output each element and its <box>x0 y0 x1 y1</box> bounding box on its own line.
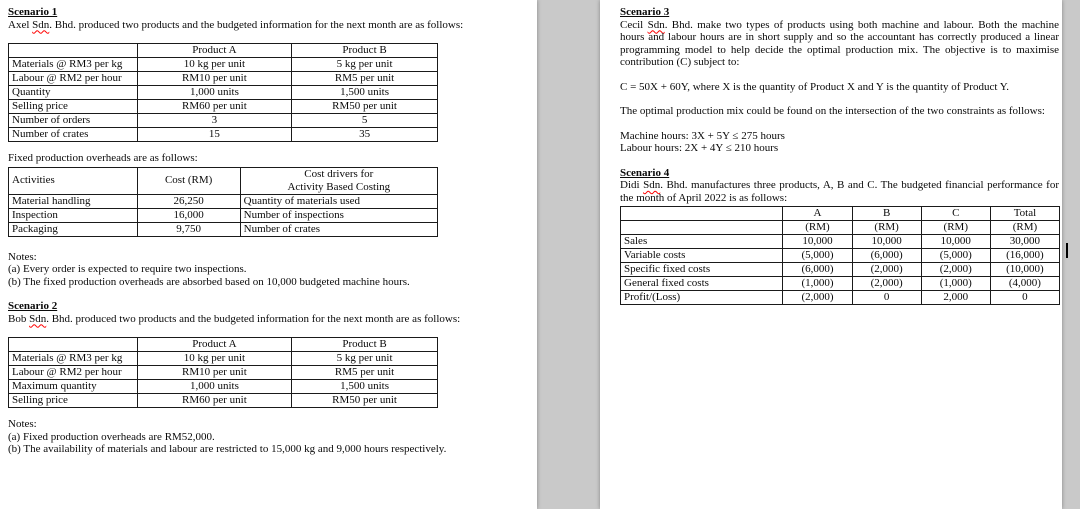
table-cell: (1,000) <box>921 277 990 291</box>
table-cell: Labour @ RM2 per hour <box>9 366 138 380</box>
table-cell: Variable costs <box>621 249 783 263</box>
table-cell: 30,000 <box>990 235 1059 249</box>
table-cell: (2,000) <box>852 277 921 291</box>
page-gap-strip <box>537 0 600 509</box>
table-cell: Labour @ RM2 per hour <box>9 72 138 86</box>
table-cell: Selling price <box>9 100 138 114</box>
table-header-cell <box>9 44 138 58</box>
table-cell: (6,000) <box>783 263 852 277</box>
table-cell: Selling price <box>9 394 138 408</box>
table-cell: 3 <box>137 114 291 128</box>
table-cell: 5 <box>292 114 438 128</box>
table-header-cell: Product B <box>292 44 438 58</box>
table-cell: Quantity <box>9 86 138 100</box>
labour-hours-constraint: Labour hours: 2X + 4Y ≤ 210 hours <box>620 142 779 154</box>
table-cell: 2,000 <box>921 291 990 305</box>
table-cell: RM10 per unit <box>137 366 291 380</box>
table-cell: Number of inspections <box>240 208 437 222</box>
table-header-cell: (RM) <box>990 221 1059 235</box>
table-cell: 1,500 units <box>292 86 438 100</box>
table-cell: RM5 per unit <box>292 366 438 380</box>
table-cell: Profit/(Loss) <box>621 291 783 305</box>
table-header-cell: Product B <box>292 338 438 352</box>
table-cell: (2,000) <box>921 263 990 277</box>
table-cell: General fixed costs <box>621 277 783 291</box>
table-cell: 0 <box>852 291 921 305</box>
table-cell: 10,000 <box>783 235 852 249</box>
table-cell: Materials @ RM3 per kg <box>9 58 138 72</box>
table-row <box>621 235 1060 249</box>
table-header-cell: Cost drivers for Activity Based Costing <box>240 167 437 194</box>
table-row <box>9 394 438 408</box>
spellcheck-word-sdn: Sdn <box>29 312 47 325</box>
objective-function: C = 50X + 60Y, where X is the quantity of Product X and Y is the quantity of Product Y. <box>620 80 1010 93</box>
table-cell: (10,000) <box>990 263 1059 277</box>
table-cell: 5 kg per unit <box>292 58 438 72</box>
table-header-cell: B <box>852 207 921 221</box>
scenario-1-heading: Scenario 1 <box>8 6 58 18</box>
table-row <box>9 100 438 114</box>
table-cell: (4,000) <box>990 277 1059 291</box>
company-name: Didi <box>620 179 644 191</box>
table-cell: 1,500 units <box>292 380 438 394</box>
right-margin-strip <box>1062 0 1080 509</box>
table-row <box>621 277 1060 291</box>
table-cell: RM60 per unit <box>137 100 291 114</box>
scenario-2-note-a: (a) Fixed production overheads are RM52,000. <box>8 430 215 443</box>
table-header-cell <box>621 207 783 221</box>
table-cell: 10,000 <box>921 235 990 249</box>
table-header-cell: Total <box>990 207 1059 221</box>
intro-text: . Bhd. make two types of products using both machine and labour. Both the machine hours and labour hours are in short supply and so the accountant has correctly produced a linear programming model to help decide the optimal production mix. The objective is to maximise contribution (C) subject to: <box>620 18 1059 68</box>
table-row <box>621 291 1060 305</box>
table-cell: (2,000) <box>783 291 852 305</box>
table-header-cell: Cost (RM) <box>137 167 240 194</box>
company-name: Axel <box>8 18 33 31</box>
table-cell: (5,000) <box>921 249 990 263</box>
scenario-1-note-a: (a) Every order is expected to require two inspections. <box>8 263 247 275</box>
scenario-2-intro <box>8 313 487 326</box>
table-row <box>9 72 438 86</box>
table-cell: 10,000 <box>852 235 921 249</box>
table-row <box>9 222 438 236</box>
scenario-1-heading-line <box>8 6 487 19</box>
table-cell: 5 kg per unit <box>292 352 438 366</box>
table-row <box>9 380 438 394</box>
spellcheck-word-sdn: Sdn <box>32 18 50 31</box>
table-row <box>9 352 438 366</box>
optimal-mix-intro: The optimal production mix could be found on the intersection of the two constraints as follows: <box>620 105 1045 117</box>
scenario-1-note-b: (b) The fixed production overheads are absorbed based on 10,000 budgeted machine hours. <box>8 275 410 288</box>
text-cursor <box>1066 243 1068 258</box>
table-cell: Packaging <box>9 222 138 236</box>
table-cell: Material handling <box>9 194 138 208</box>
scenario-4-heading: Scenario 4 <box>620 166 670 179</box>
table-header-row <box>9 338 438 352</box>
table-cell: (1,000) <box>783 277 852 291</box>
scenario-3-intro <box>620 19 1059 69</box>
spellcheck-word-sdn: Sdn <box>647 18 665 31</box>
scenario-3-heading-line <box>620 6 1059 19</box>
table-header-cell: (RM) <box>921 221 990 235</box>
table-cell: Quantity of materials used <box>240 194 437 208</box>
table-cell: 16,000 <box>137 208 240 222</box>
scenario-2-heading: Scenario 2 <box>8 300 58 312</box>
scenario-4-heading-line <box>620 167 1059 180</box>
table-cell: Inspection <box>9 208 138 222</box>
table-cell: Number of crates <box>9 128 138 142</box>
table-cell: (5,000) <box>783 249 852 263</box>
scenario-2-note-b: (b) The availability of materials and labour are restricted to 15,000 kg and 9,000 hours respectively. <box>8 443 447 455</box>
intro-text: . Bhd. produced two products and the budgeted information for the next month are as follows: <box>49 18 464 31</box>
table-cell: Materials @ RM3 per kg <box>9 352 138 366</box>
machine-hours-constraint: Machine hours: 3X + 5Y ≤ 275 hours <box>620 129 785 142</box>
table-cell: 1,000 units <box>137 380 291 394</box>
table-cell: 0 <box>990 291 1059 305</box>
table-header-row <box>621 207 1060 221</box>
table-cell: RM5 per unit <box>292 72 438 86</box>
table-header-cell: C <box>921 207 990 221</box>
company-name: Bob <box>8 312 30 325</box>
document-page-1[interactable] <box>0 0 537 509</box>
table-cell: Maximum quantity <box>9 380 138 394</box>
table-row <box>621 249 1060 263</box>
scenario-3-heading: Scenario 3 <box>620 6 670 18</box>
table-cell: Number of orders <box>9 114 138 128</box>
table-row <box>9 58 438 72</box>
table-cell: RM50 per unit <box>292 394 438 408</box>
table-cell: 15 <box>137 128 291 142</box>
document-page-2[interactable] <box>600 0 1062 509</box>
table-cell: 10 kg per unit <box>137 58 291 72</box>
company-name: Cecil <box>620 18 648 31</box>
table-header-row <box>9 167 438 194</box>
table-cell: RM50 per unit <box>292 100 438 114</box>
table-header-cell: (RM) <box>852 221 921 235</box>
table-row <box>9 208 438 222</box>
table-row <box>621 263 1060 277</box>
table-header-cell <box>9 338 138 352</box>
scenario-2-products-table <box>8 337 438 408</box>
table-header-cell: Product A <box>137 338 291 352</box>
table-header-row <box>9 44 438 58</box>
table-cell: (6,000) <box>852 249 921 263</box>
table-cell: 10 kg per unit <box>137 352 291 366</box>
table-cell: RM10 per unit <box>137 72 291 86</box>
table-row <box>9 366 438 380</box>
scenario-1-intro <box>8 19 487 32</box>
table-header-cell <box>621 221 783 235</box>
scenario-4-performance-table <box>620 206 1060 305</box>
scenario-4-intro <box>620 179 1059 204</box>
scenario-2-notes-label: Notes: <box>8 418 37 430</box>
table-row <box>9 128 438 142</box>
table-cell: 9,750 <box>137 222 240 236</box>
table-cell: Sales <box>621 235 783 249</box>
scenario-1-products-table <box>8 43 438 142</box>
scenario-1-overheads-table <box>8 167 438 237</box>
table-header-row <box>621 221 1060 235</box>
table-cell: (2,000) <box>852 263 921 277</box>
table-cell: Specific fixed costs <box>621 263 783 277</box>
table-cell: RM60 per unit <box>137 394 291 408</box>
table-header-cell: Activities <box>9 167 138 194</box>
table-row <box>9 194 438 208</box>
scenario-1-notes-label: Notes: <box>8 250 37 263</box>
table-cell: (16,000) <box>990 249 1059 263</box>
intro-text: . Bhd. produced two products and the budgeted information for the next month are as follows: <box>46 312 461 325</box>
spellcheck-word-sdn: Sdn <box>643 179 661 191</box>
table-header-cell: (RM) <box>783 221 852 235</box>
intro-text: . Bhd. manufactures three products, A, B and C. The budgeted financial performance for the month of April 2022 is as follows: <box>620 179 1060 204</box>
table-cell: 35 <box>292 128 438 142</box>
table-cell: Number of crates <box>240 222 437 236</box>
table-cell: 1,000 units <box>137 86 291 100</box>
table-header-cell: A <box>783 207 852 221</box>
table-header-cell: Product A <box>137 44 291 58</box>
table-row <box>9 114 438 128</box>
table-row <box>9 86 438 100</box>
table-cell: 26,250 <box>137 194 240 208</box>
overheads-intro: Fixed production overheads are as follows: <box>8 152 198 164</box>
scenario-2-heading-line <box>8 300 487 313</box>
